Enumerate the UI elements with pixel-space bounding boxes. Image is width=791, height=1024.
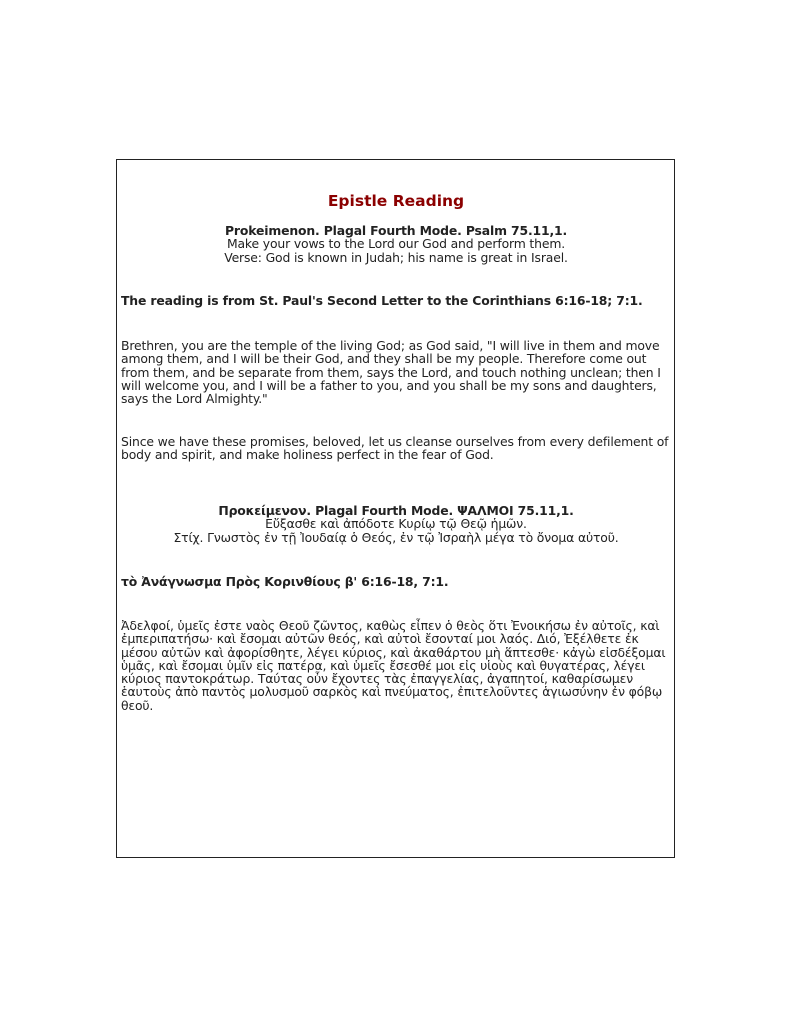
english-paragraph-1: Brethren, you are the temple of the living God; as God said, "I will live in them and move among them, and I will be their God, and they shall be my people. Therefore come out from them, and be separate from them, says the Lord, and touch nothing unclean; then I will welcome you, and I will be a father to you, and you shall be my sons and daughters, says the Lord Almighty." — [121, 338, 661, 407]
greek-reading-heading: τὸ Ἀνάγνωσμα Πρὸς Κορινθίους β' 6:16-18, 7:1. — [121, 574, 449, 589]
english-prokeimenon-heading: Prokeimenon. Plagal Fourth Mode. Psalm 75.11,1. — [224, 223, 568, 238]
english-paragraph-2: Since we have these promises, beloved, let us cleanse ourselves from every defilement of body and spirit, and make holiness perfect in the fear of God. — [121, 434, 669, 463]
page-title: Epistle Reading — [327, 192, 465, 210]
page-frame — [116, 159, 675, 858]
greek-prokeimenon-line: Εὔξασθε καὶ ἀπόδοτε Κυρίῳ τῷ Θεῷ ἡμῶν. — [265, 516, 527, 532]
greek-prokeimenon-heading: Προκείμενον. Plagal Fourth Mode. ΨΑΛΜΟΙ 75.11,1. — [218, 503, 574, 518]
greek-verse-line: Στίχ. Γνωστὸς ἐν τῇ Ἰουδαίᾳ ὁ Θεός, ἐν τῷ Ἰσραὴλ μέγα τὸ ὄνομα αὐτοῦ. — [173, 529, 619, 545]
english-reading-heading: The reading is from St. Paul's Second Letter to the Corinthians 6:16-18; 7:1. — [121, 293, 643, 308]
english-prokeimenon-block — [121, 224, 671, 264]
greek-prokeimenon-block — [121, 504, 671, 544]
english-prokeimenon-line: Make your vows to the Lord our God and perform them. — [226, 236, 566, 252]
english-verse-line: Verse: God is known in Judah; his name is great in Israel. — [224, 249, 568, 265]
greek-paragraph-1: Ἀδελφοί, ὑμεῖς ἐστε ναὸς Θεοῦ ζῶντος, καθὼς εἶπεν ὁ θεὸς ὅτι Ἐνοικήσω ἐν αὐτοῖς, καὶ ἐμπεριπατήσω· καὶ ἔσομαι αὐτῶν θεός, καὶ αὐτοὶ ἔσονταί μοι λαός. Διό, Ἐξέλθετε ἐκ μέσου αὐτῶν καὶ ἀφορίσθητε, λέγει κύριος, καὶ ἀκαθάρτου μὴ ἅπτεσθε· κἀγὼ εἰσδέξομαι ὑμᾶς, καὶ ἔσομαι ὑμῖν εἰς πατέρα, καὶ ὑμεῖς ἔσεσθέ μοι εἰς υἱοὺς καὶ θυγατέρας, λέγει κύριος παντοκράτωρ. Ταύτας οὖν ἔχοντες τὰς ἐπαγγελίας, ἀγαπητοί, καθαρίσωμεν ἑαυτοὺς ἀπὸ παντὸς μολυσμοῦ σαρκὸς καὶ πνεύματος, ἐπιτελοῦντες ἁγιωσύνην ἐν φόβῳ θεοῦ. — [121, 618, 666, 713]
